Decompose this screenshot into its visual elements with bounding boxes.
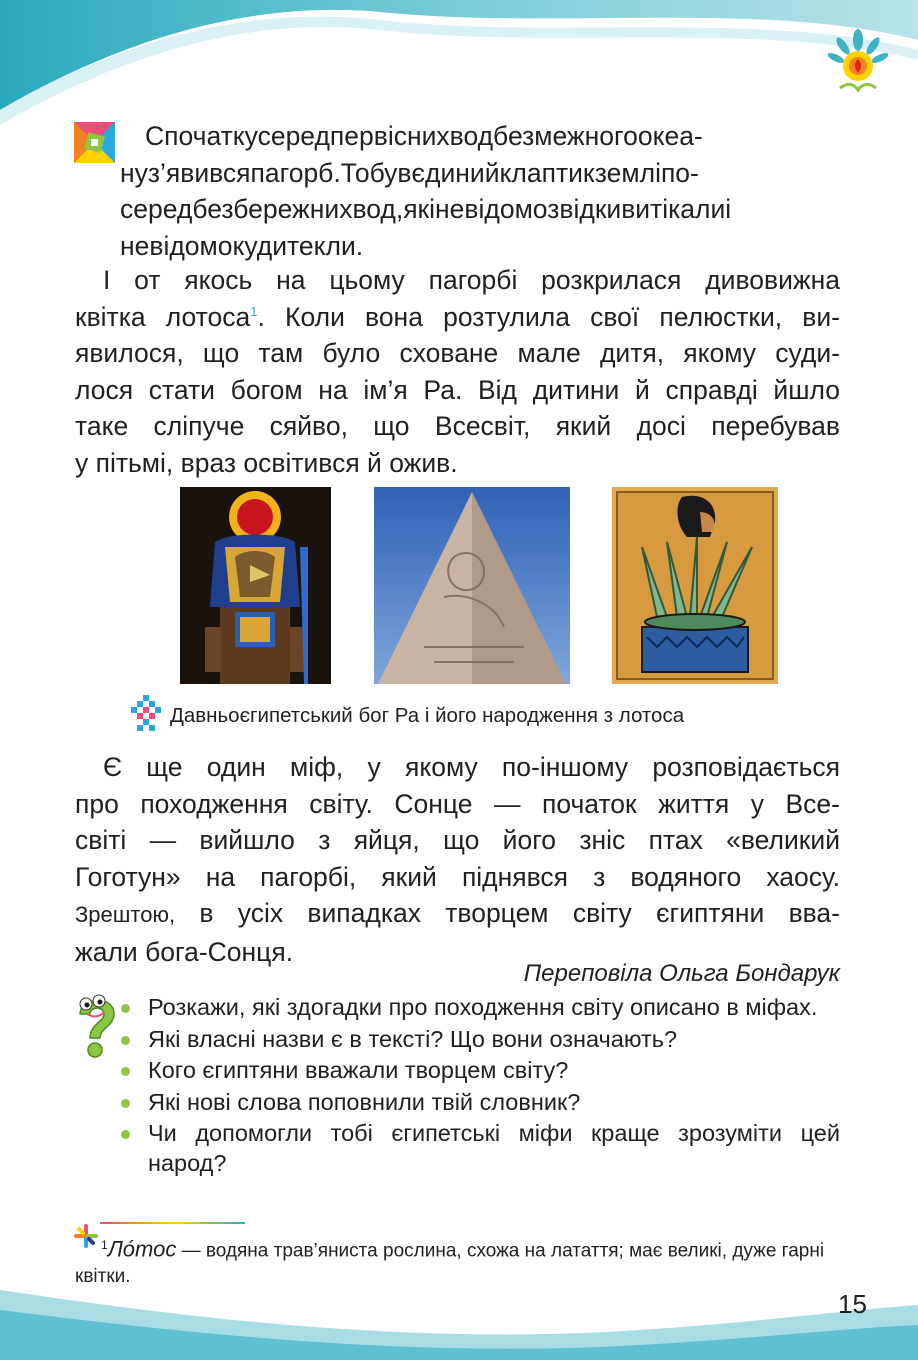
- floral-ornament-icon: [828, 28, 888, 98]
- text-line: жали бога-Сонця.: [75, 936, 294, 967]
- paragraph-creation-intro: [120, 118, 840, 264]
- text-line: світі — вийшло з яйця, що його зніс птах «великий: [75, 825, 840, 855]
- text-line: Є ще один міф, у якому по-іншому розповідається: [103, 752, 840, 782]
- footnote-term: Ло́тос: [107, 1236, 177, 1262]
- question-item: Які нові слова поповнили твій словник?: [118, 1088, 840, 1118]
- pyramidion-image: [374, 487, 570, 684]
- question-item: Чи допомогли тобі єгипетські міфи краще зрозуміти цей народ?: [118, 1119, 840, 1178]
- image-caption: Давньоєгипетський бог Ра і його народження з лотоса: [170, 704, 685, 727]
- caption-ornament-icon: [131, 695, 161, 733]
- text-line: про походження світу. Сонце — початок життя у Все-: [75, 788, 840, 819]
- bullet-icon: [121, 1004, 130, 1013]
- text-line: Гоготун» на пагорбі, який піднявся з водяного хаосу.: [75, 861, 840, 892]
- footnote-number: 1: [101, 1238, 108, 1252]
- footnote-divider: [100, 1222, 245, 1224]
- ra-god-image: [180, 487, 331, 684]
- footnote-definition: — водяна трав’яниста рослина, схожа на латаття; має великі, дуже гарні квітки.: [75, 1240, 825, 1288]
- reading-section-icon: [74, 122, 115, 163]
- question-item: Кого єгиптяни вважали творцем світу?: [118, 1056, 840, 1086]
- question-item: Розкажи, які здогадки про походження світу описано в міфах.: [118, 993, 840, 1023]
- bullet-icon: [121, 1130, 130, 1139]
- text-line: явилося, що там було сховане мале дитя, якому суди-: [75, 338, 840, 368]
- text-line: невідомокудитекли.: [120, 230, 364, 261]
- page-number: 15: [838, 1289, 867, 1319]
- paragraph-lotus-birth: [75, 262, 840, 481]
- text-line: таке сліпуче сяйво, що Всесвіт, який досі перебував: [75, 411, 840, 441]
- bullet-icon: [121, 1099, 130, 1108]
- bullet-icon: [121, 1036, 130, 1045]
- text-line: середбезбережнихвод,якіневідомозвідкивитікалиі: [120, 194, 732, 224]
- text-line: Спочаткусередпервіснихводбезмежногоокеа-: [145, 121, 703, 151]
- text-line: лося стати богом на ім’я Ра. Від дитини й справді йшло: [75, 374, 840, 405]
- footnote: [75, 1232, 840, 1290]
- text-line: Зрештою, в усіх випадках творцем світу єгиптяни вва-: [75, 898, 840, 928]
- bullet-icon: [121, 1067, 130, 1076]
- lotus-papyrus-image: [612, 487, 778, 684]
- text-line: І от якось на цьому пагорбі розкрилася дивовижна: [103, 265, 840, 295]
- text-line: квітка лотоса$^1$. Коли вона розтулила свої пелюстки, ви-: [75, 301, 840, 332]
- footnote-marker[interactable]: 1: [250, 303, 258, 319]
- question-item: Які власні назви є в тексті? Що вони означають?: [118, 1025, 840, 1055]
- question-mascot-icon: [72, 992, 122, 1062]
- text-line: нуз’явивсяпагорб.Тобувєдинийклаптикземліпо-: [120, 157, 699, 188]
- text-line: у пітьмі, враз освітився й ожив.: [75, 447, 458, 478]
- author-attribution: Переповіла Ольга Бондарук: [523, 960, 840, 987]
- questions-list: [118, 993, 840, 1180]
- paragraph-egg-myth: [75, 749, 840, 970]
